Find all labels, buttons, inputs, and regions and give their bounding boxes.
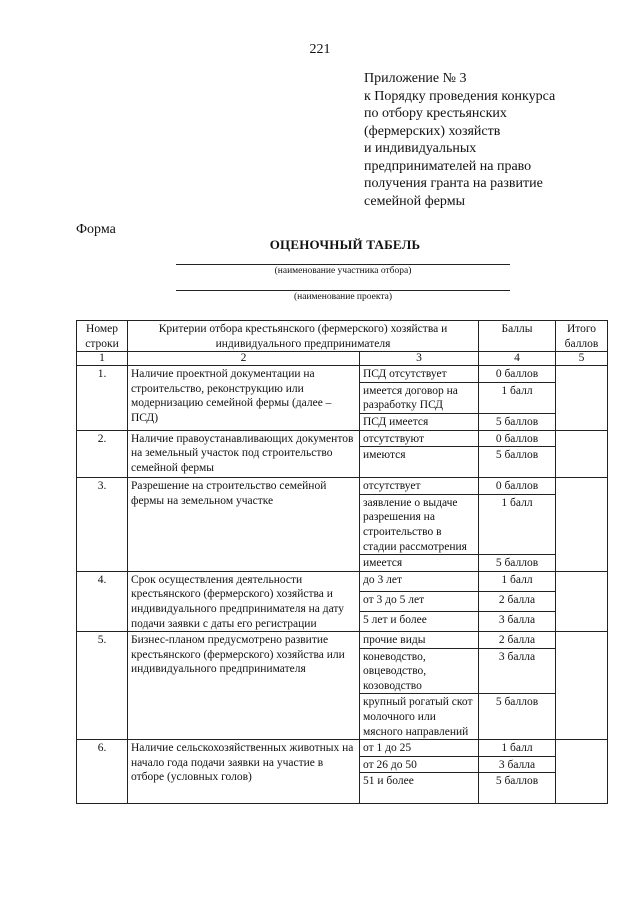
appendix-line: предпринимателей на право: [364, 158, 532, 174]
project-name-line: [176, 290, 510, 291]
criterion-cell: Бизнес-планом предусмотрено развитие крестьянского (фермерского) хозяйства или индивидуального предпринимателя: [128, 632, 360, 740]
condition-cell: до 3 лет: [360, 571, 479, 591]
condition-cell: ПСД имеется: [360, 413, 479, 430]
form-label: Форма: [76, 222, 116, 237]
column-number: 2: [128, 352, 360, 366]
criterion-cell: Разрешение на строительство семейной фермы на земельном участке: [128, 478, 360, 572]
score-cell: 1 балл: [479, 571, 556, 591]
participant-name-caption: (наименование участника отбора): [274, 266, 412, 276]
score-cell: 5 баллов: [479, 555, 556, 572]
row-number: 5.: [77, 632, 128, 740]
score-cell: 5 баллов: [479, 694, 556, 740]
row-number: 2.: [77, 430, 128, 478]
score-cell: 3 балла: [479, 611, 556, 631]
score-cell: 1 балл: [479, 382, 556, 413]
condition-cell: коневодство, овцеводство, козоводство: [360, 648, 479, 694]
appendix-reference: [364, 70, 614, 210]
column-number: 5: [556, 352, 608, 366]
condition-cell: крупный рогатый скот молочного или мясного направлений: [360, 694, 479, 740]
table-header-row: [77, 321, 608, 352]
appendix-line: Приложение № 3: [364, 71, 467, 86]
score-cell: 5 баллов: [479, 447, 556, 478]
criterion-cell: Наличие сельскохозяйственных животных на начало года подачи заявки на участие в отборе (условных голов): [128, 740, 360, 804]
condition-cell: от 26 до 50: [360, 756, 479, 773]
header-criteria: Критерии отбора крестьянского (фермерского) хозяйства и индивидуального предпринимателя: [128, 321, 479, 352]
condition-cell: от 1 до 25: [360, 740, 479, 757]
project-name-caption: (наименование проекта): [293, 292, 392, 302]
total-cell: [556, 740, 608, 804]
condition-cell: ПСД отсутствует: [360, 366, 479, 383]
score-cell: 0 баллов: [479, 478, 556, 495]
total-cell: [556, 632, 608, 740]
score-cell: 3 балла: [479, 648, 556, 694]
score-cell: 0 баллов: [479, 430, 556, 447]
header-total: Итого баллов: [556, 321, 608, 352]
page-number: 221: [309, 42, 331, 57]
condition-cell: 51 и более: [360, 773, 479, 804]
row-number: 4.: [77, 571, 128, 631]
row-number: 3.: [77, 478, 128, 572]
table-row: [77, 632, 608, 649]
total-cell: [556, 366, 608, 430]
condition-cell: имеются: [360, 447, 479, 478]
evaluation-table: [76, 320, 608, 804]
appendix-line: и индивидуальных: [364, 141, 477, 156]
column-number: 3: [360, 352, 479, 366]
score-cell: 1 балл: [479, 740, 556, 757]
appendix-line: (фермерских) хозяйств: [364, 123, 501, 139]
row-number: 6.: [77, 740, 128, 804]
table-row: [77, 740, 608, 757]
condition-cell: от 3 до 5 лет: [360, 591, 479, 611]
appendix-line: семейной фермы: [364, 193, 465, 209]
header-scores: Баллы: [479, 321, 556, 352]
score-cell: 5 баллов: [479, 773, 556, 804]
criterion-cell: Наличие проектной документации на строительство, реконструкцию или модернизацию семейной фермы (далее – ПСД): [128, 366, 360, 430]
header-row-number: Номер строки: [77, 321, 128, 352]
criterion-cell: Срок осуществления деятельности крестьянского (фермерского) хозяйства и индивидуального предпринимателя на дату подачи заявки с даты его регистрации: [128, 571, 360, 631]
total-cell: [556, 430, 608, 478]
total-cell: [556, 478, 608, 572]
condition-cell: заявление о выдаче разрешения на строительство в стадии рассмотрения: [360, 494, 479, 554]
table-row: [77, 571, 608, 591]
score-cell: 1 балл: [479, 494, 556, 554]
condition-cell: имеется договор на разработку ПСД: [360, 382, 479, 413]
appendix-line: получения гранта на развитие: [364, 176, 543, 191]
column-number: 1: [77, 352, 128, 366]
table-row: [77, 366, 608, 383]
column-number: 4: [479, 352, 556, 366]
score-cell: 2 балла: [479, 591, 556, 611]
row-number: 1.: [77, 366, 128, 430]
appendix-line: к Порядку проведения конкурса: [364, 88, 556, 104]
column-number-row: [77, 352, 608, 366]
condition-cell: имеется: [360, 555, 479, 572]
total-cell: [556, 571, 608, 631]
condition-cell: отсутствуют: [360, 430, 479, 447]
score-cell: 5 баллов: [479, 413, 556, 430]
table-row: [77, 430, 608, 447]
condition-cell: прочие виды: [360, 632, 479, 649]
condition-cell: отсутствует: [360, 478, 479, 495]
score-cell: 0 баллов: [479, 366, 556, 383]
appendix-line: по отбору крестьянских: [364, 106, 507, 121]
score-cell: 2 балла: [479, 632, 556, 649]
table-row: [77, 478, 608, 495]
participant-name-line: [176, 264, 510, 265]
criterion-cell: Наличие правоустанавливающих документов на земельный участок под строительство семейной фермы: [128, 430, 360, 478]
score-cell: 3 балла: [479, 756, 556, 773]
condition-cell: 5 лет и более: [360, 611, 479, 631]
document-title: ОЦЕНОЧНЫЙ ТАБЕЛЬ: [269, 237, 421, 252]
